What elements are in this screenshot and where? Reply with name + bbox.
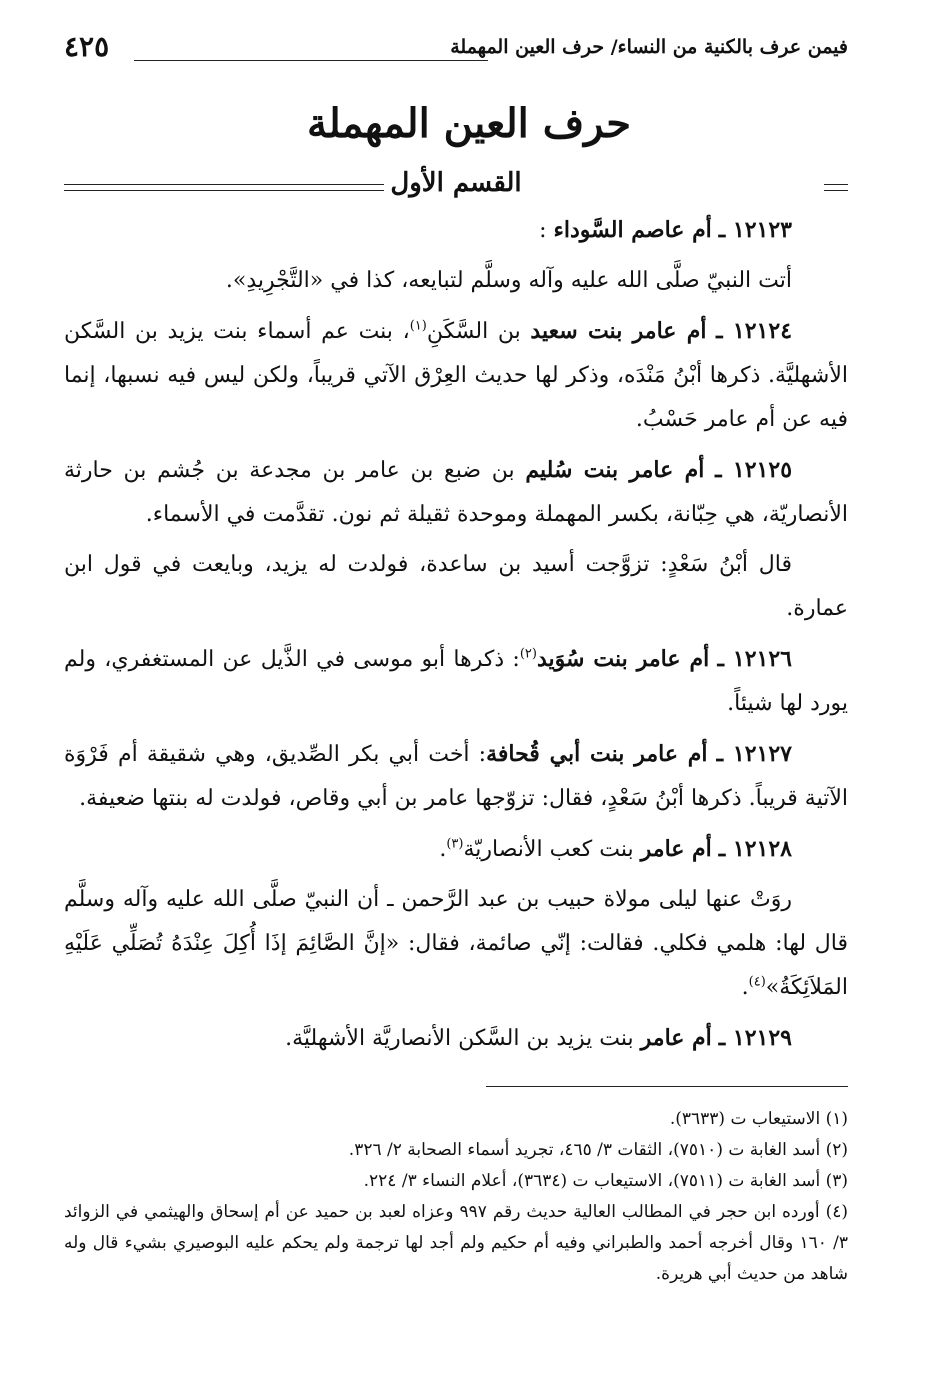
entry-name: أم عامر بنت سُوَيد [536, 646, 710, 672]
footnote-3: (٣) أسد الغابة ت (٧٥١١)، الاستيعاب ت (٣٦٣٤)، أعلام النساء ٣/ ٢٢٤. [363, 1171, 848, 1191]
footnote-4: (٤) أورده ابن حجر في المطالب العالية حديث رقم ٩٩٧ وعزاه لعبد بن حميد عن أم إسحاق والهيثمي في الزوائد ٣/ ١٦٠ وقال أخرجه أحمد والطبراني وفيه أم حكيم ولم أجد لها ترجمة ولم يحكم عليه البوصيري بشيء قال وله شاهد من حديث أبي هريرة. [64, 1202, 848, 1284]
entry-number: ١٢١٢٥ ـ [715, 457, 793, 483]
entry-text: أتت النبيّ صلَّى الله عليه وآله وسلَّم لتبايعه، كذا في «التَّجْرِيدِ». [225, 268, 792, 293]
entry-name: أم عامر بنت أبي قُحافة [486, 741, 708, 767]
running-title: فيمن عرف بالكنية من النساء/ حرف العين المهملة [450, 36, 848, 58]
running-header [64, 30, 848, 66]
chapter-title: حرف العين المهملة [307, 100, 631, 147]
entry-number: ١٢١٢٩ ـ [718, 1025, 792, 1051]
entry-12124 [64, 309, 848, 442]
entry-text: قال أبْنُ سَعْدٍ: تزوَّجت أسيد بن ساعدة، فولدت له يزيد، وبايعت في قول ابن عمارة. [64, 552, 848, 621]
entry-text: ، بنت عم أسماء بنت يزيد بن السَّكن الأشهليَّة. ذكرها أبْنُ مَنْدَه، وذكر لها حديث العِرْق الآتي قريباً، ولكن ليس فيه نسبها، إنما فيه عن أم عامر حَسْبُ. [64, 319, 848, 432]
entry-name: أم عامر بنت سعيد [530, 318, 707, 344]
footnotes [64, 1104, 848, 1290]
entry-name: أم عاصم السَّوداء [553, 217, 712, 243]
entry-number: ١٢١٢٨ ـ [718, 836, 792, 862]
entry-12125 [64, 448, 848, 537]
footnote-2: (٢) أسد الغابة ت (٧٥١٠)، الثقات ٣/ ٤٦٥، تجريد أسماء الصحابة ٢/ ٣٢٦. [348, 1140, 848, 1160]
entry-text: : ذكرها أبو موسى في الذَّيل عن المستغفري، ولم يورد لها شيئاً. [64, 647, 848, 716]
footnote-ref[interactable]: (٣) [446, 836, 464, 852]
footnote-ref[interactable]: (٤) [748, 974, 766, 990]
entry-12129 [64, 1016, 848, 1061]
body-text [64, 208, 848, 1067]
entry-text: : أخت أبي بكر الصِّديق، وهي شقيقة أم فَرْوَة الآتية قريباً. ذكرها أبْنُ سَعْدٍ، فقال: تزوّجها عامر بن أبي وقاص، فولدت له بنتها ضعيفة. [64, 742, 848, 811]
entry-12126 [64, 637, 848, 726]
footnote-ref[interactable]: (١) [409, 318, 427, 334]
entry-12125-body [64, 543, 848, 631]
header-rule [134, 60, 488, 61]
entry-name-rest: بن السَّكَنِ [426, 319, 521, 344]
entry-name: أم عامر [640, 1025, 712, 1051]
entry-number: ١٢١٢٣ ـ [718, 217, 792, 243]
entry-12128 [64, 827, 848, 872]
entry-number: ١٢١٢٧ ـ [716, 741, 792, 767]
section-title: القسم الأول [390, 168, 522, 198]
footnote-rule [486, 1086, 848, 1087]
entry-tail: . [439, 837, 447, 862]
section-rule-left [64, 184, 384, 191]
entry-number: ١٢١٢٤ ـ [716, 318, 793, 344]
entry-text: روَتْ عنها ليلى مولاة حبيب بن عبد الرَّحمن ـ أن النبيّ صلَّى الله عليه وآله وسلَّم قال لها: هلمي فكلي. فقالت: إنّي صائمة، فقال: «إنَّ الصَّائِمَ إذَا أُكِلَ عِنْدَهُ تُصَلِّي عَلَيْهِ المَلاَئِكَةُ» [64, 887, 848, 1000]
entry-name: أم عامر بنت سُليم [525, 457, 705, 483]
entry-12123-body [64, 259, 848, 303]
entry-text: بنت يزيد بن السَّكن الأنصاريَّة الأشهليَّة. [285, 1026, 634, 1051]
entry-text: بنت كعب الأنصاريّة [463, 837, 634, 862]
entry-12127 [64, 732, 848, 821]
section-heading [64, 168, 848, 208]
footnote-1: (١) الاستيعاب ت (٣٦٣٣). [669, 1109, 848, 1129]
entry-12123 [64, 208, 848, 253]
entry-number: ١٢١٢٦ ـ [717, 646, 792, 672]
entry-12128-body [64, 878, 848, 1010]
entry-text: بن ضبع بن عامر بن مجدعة بن جُشم بن حارثة الأنصاريّة، هي حِبّانة، بكسر المهملة وموحدة ثقيلة ثم نون. تقدَّمت في الأسماء. [64, 458, 848, 527]
entry-name: أم عامر [640, 836, 712, 862]
entry-text: : [539, 218, 547, 243]
page-number: ٤٢٥ [64, 30, 110, 63]
entry-tail: . [741, 975, 749, 1000]
footnote-ref[interactable]: (٢) [519, 646, 537, 662]
